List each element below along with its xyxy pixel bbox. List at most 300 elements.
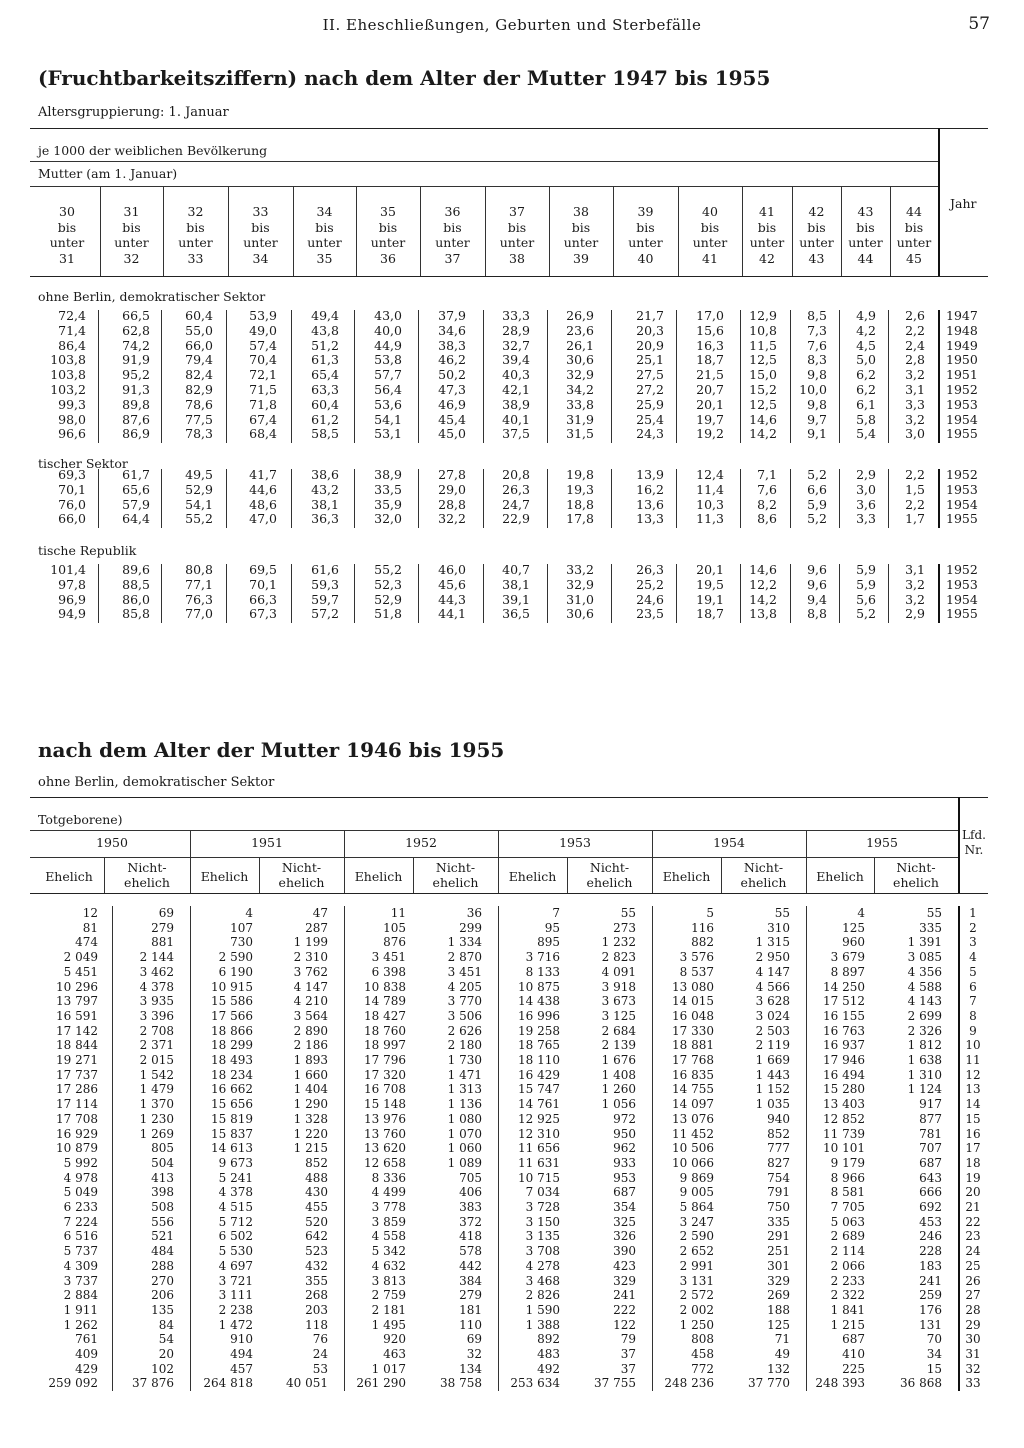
- table1-cell: 3,3: [856, 511, 876, 527]
- table2-cell: 36 868: [900, 1376, 942, 1391]
- table2-cell: 4: [857, 906, 865, 920]
- table1-cell: 66,0: [185, 337, 213, 353]
- table2-cell: 750: [767, 1200, 790, 1214]
- table2-sub-ehelich: Ehelich: [354, 869, 403, 884]
- table1-col-header-7: [485, 204, 549, 266]
- table1-cell: 71,5: [249, 382, 277, 397]
- table1-cell: 46,2: [438, 352, 466, 368]
- table1-col-header-line: bis: [856, 219, 875, 235]
- table2-cell: 406: [459, 1185, 482, 1200]
- table2-cell: 413: [151, 1170, 174, 1185]
- table1-cell: 52,9: [185, 481, 213, 497]
- table2-cell: 17 768: [672, 1053, 714, 1067]
- table1-cell: 78,3: [185, 426, 213, 442]
- table1-col-header-line: 32: [187, 204, 204, 219]
- table2-cell: 463: [383, 1347, 406, 1361]
- table2-cell: 2 139: [601, 1038, 636, 1053]
- table2-cell: 3 728: [525, 1200, 560, 1214]
- table2-cell: 14 789: [364, 994, 406, 1009]
- table1-cell: 19,1: [696, 591, 724, 607]
- table1-cell: 40,3: [502, 367, 530, 383]
- table2-cell: 1 730: [447, 1053, 482, 1067]
- table2-cell: 241: [919, 1273, 942, 1288]
- table1-cell: 65,4: [311, 367, 339, 383]
- table1-col-header-line: unter: [848, 235, 883, 250]
- table2-cell: 730: [230, 935, 253, 950]
- table2-cell: 3 708: [525, 1244, 560, 1259]
- table2-cell: 453: [919, 1214, 942, 1229]
- table2-cell: 38 758: [440, 1376, 482, 1391]
- table2-lfd-cell: 26: [965, 1273, 981, 1288]
- table2-cell: 95: [544, 920, 560, 935]
- table2-cell: 761: [75, 1332, 98, 1347]
- table2-lfd-cell: 30: [965, 1332, 981, 1347]
- table2-cell: 14 097: [672, 1097, 714, 1112]
- table2-cell: 18 844: [56, 1038, 98, 1053]
- table2-cell: 578: [459, 1244, 482, 1259]
- table2-cell: 1 495: [371, 1317, 406, 1332]
- table1-cell: 72,4: [58, 308, 86, 323]
- table2-cell: 3 131: [679, 1273, 714, 1288]
- table1-caption-2: Mutter (am 1. Januar): [38, 166, 178, 181]
- table2-cell: 5 049: [63, 1185, 98, 1200]
- table2-cell: 1 812: [907, 1038, 942, 1053]
- table1-cell: 66,5: [122, 308, 150, 323]
- table2-cell: 372: [459, 1214, 482, 1229]
- table1-cell: 3,3: [905, 396, 925, 412]
- table1-cell: 40,0: [374, 322, 402, 338]
- table2-cell: 15 586: [211, 994, 253, 1009]
- table1-cell: 55,2: [185, 511, 213, 527]
- table1-cell: 2,6: [905, 308, 925, 323]
- table2-cell: 8 897: [830, 964, 865, 979]
- table2-cell: 4 499: [371, 1185, 406, 1200]
- table1-col-header-line: 39: [573, 250, 589, 266]
- table1-cell: 66,3: [249, 591, 277, 607]
- table2-cell: 18 881: [672, 1038, 714, 1053]
- table1-cell: 19,3: [566, 481, 594, 497]
- table2-cell: 19 258: [518, 1023, 560, 1038]
- table1-cell: 2,9: [905, 606, 925, 622]
- table2-cell: 1 388: [525, 1317, 560, 1332]
- table2-cell: 962: [613, 1141, 636, 1156]
- table2-cell: 4 978: [63, 1170, 98, 1185]
- table2-cell: 16 494: [823, 1067, 865, 1082]
- table2-cell: 1 056: [601, 1097, 636, 1112]
- table2-lfd-cell: 14: [965, 1097, 981, 1112]
- table2-cell: 16 937: [823, 1038, 865, 1053]
- table2-cell: 14 015: [672, 994, 714, 1009]
- table2-cell: 1 315: [755, 935, 790, 950]
- table2-cell: 5: [706, 906, 714, 920]
- table2-cell: 53: [312, 1361, 328, 1376]
- table1-year-cell: 1953: [946, 396, 978, 412]
- table1-cell: 32,0: [374, 511, 402, 527]
- table2-cell: 2 119: [755, 1038, 790, 1053]
- table1-cell: 12,4: [696, 467, 724, 482]
- table2-cell: 18 866: [211, 1023, 253, 1038]
- table2-cell: 4 205: [447, 979, 482, 994]
- table2-cell: 2 181: [371, 1302, 406, 1317]
- table2-cell: 520: [305, 1214, 328, 1229]
- table1-col-header-line: 35: [380, 204, 396, 219]
- table2-cell: 523: [305, 1244, 328, 1259]
- table1-col-header-line: unter: [799, 235, 834, 250]
- table1-year-cell: 1954: [946, 411, 978, 427]
- table2-cell: 329: [613, 1273, 636, 1288]
- table2-cell: 643: [919, 1170, 942, 1185]
- table1-cell: 86,4: [58, 337, 86, 353]
- table1-col-header-line: 40: [702, 204, 718, 219]
- table2-cell: 432: [305, 1258, 328, 1273]
- table1-cell: 55,0: [185, 322, 213, 338]
- table2-cell: 18 234: [211, 1067, 253, 1082]
- table2-cell: 12 925: [518, 1111, 560, 1126]
- table2-cell: 772: [691, 1361, 714, 1376]
- table2-cell: 7 705: [830, 1200, 865, 1214]
- table2-cell: 2 144: [139, 950, 174, 965]
- table1-cell: 95,2: [122, 367, 150, 383]
- table1-cell: 21,7: [636, 308, 664, 323]
- table2-cell: 5 530: [218, 1244, 253, 1259]
- table2-cell: 17 330: [672, 1023, 714, 1038]
- table1-cell: 89,8: [122, 396, 150, 412]
- table2-cell: 2 626: [447, 1023, 482, 1038]
- table2-cell: 1 060: [447, 1141, 482, 1156]
- table1-col-header-line: 42: [808, 204, 825, 219]
- table1-cell: 78,6: [185, 396, 213, 412]
- table1-cell: 22,9: [502, 511, 530, 527]
- table1-cell: 77,5: [185, 411, 213, 427]
- table2-cell: 6 233: [63, 1200, 98, 1214]
- table2-cell: 248 393: [815, 1376, 865, 1391]
- table2-cell: 10 296: [56, 979, 98, 994]
- table2-sub-nicht: [874, 860, 958, 890]
- table2-cell: 504: [151, 1155, 174, 1170]
- table1-cell: 88,5: [122, 576, 150, 592]
- table2-cell: 882: [691, 935, 714, 950]
- table1-col-header-line: 43: [808, 250, 825, 266]
- table2-cell: 2 572: [679, 1288, 714, 1303]
- table2-cell: 7 034: [525, 1185, 560, 1200]
- table2-sub-ehelich: Ehelich: [816, 869, 864, 884]
- table2-cell: 1 669: [755, 1053, 790, 1067]
- table1-cell: 19,8: [566, 467, 594, 482]
- table1-col-header-8: [549, 204, 613, 266]
- table2-cell: 17 737: [56, 1067, 98, 1082]
- table2-cell: 132: [767, 1361, 790, 1376]
- table1-cell: 49,4: [311, 308, 339, 323]
- table1-cell: 3,1: [905, 562, 925, 577]
- table1-cell: 26,1: [566, 337, 594, 353]
- table1-col-header-line: 41: [702, 250, 718, 266]
- table1-cell: 96,9: [58, 591, 86, 607]
- table1-cell: 37,5: [502, 426, 530, 442]
- table1-cell: 76,3: [185, 591, 213, 607]
- table1-cell: 51,8: [374, 606, 402, 622]
- table1-cell: 70,1: [249, 576, 277, 592]
- table1-cell: 5,4: [856, 426, 876, 442]
- table2-cell: 687: [842, 1332, 865, 1347]
- table1-cell: 36,5: [502, 606, 530, 622]
- table2-cell: 383: [459, 1200, 482, 1214]
- table1-cell: 85,8: [122, 606, 150, 622]
- table2-cell: 4 378: [218, 1185, 253, 1200]
- table1-cell: 5,2: [807, 467, 827, 482]
- table2-cell: 84: [158, 1317, 174, 1332]
- table2-cell: 940: [767, 1111, 790, 1126]
- table1-cell: 16,3: [696, 337, 724, 353]
- table2-cell: 556: [151, 1214, 174, 1229]
- table2-cell: 11 452: [672, 1126, 714, 1141]
- table1-cell: 15,2: [749, 382, 777, 397]
- table2-cell: 488: [305, 1170, 328, 1185]
- table2-cell: 892: [537, 1332, 560, 1347]
- table1-year-cell: 1955: [946, 606, 978, 622]
- table2-year-header-1953: 1953: [559, 835, 591, 850]
- table1-cell: 3,2: [905, 576, 925, 592]
- table2-cell: 2 759: [371, 1288, 406, 1303]
- table2-lfd-cell: 25: [965, 1258, 981, 1273]
- table1-cell: 3,6: [856, 496, 876, 512]
- table1-cell: 12,5: [749, 352, 777, 368]
- table2-cell: 17 142: [56, 1023, 98, 1038]
- table1-cell: 34,6: [438, 322, 466, 338]
- table1-cell: 28,8: [438, 496, 466, 512]
- table2-cell: 1 152: [755, 1082, 790, 1097]
- table2-sub-nicht-line: Nicht-: [589, 860, 630, 875]
- table1-cell: 24,7: [502, 496, 530, 512]
- table2-cell: 16 048: [672, 1008, 714, 1023]
- table2-cell: 484: [151, 1244, 174, 1259]
- table2-cell: 754: [767, 1170, 790, 1185]
- table2-cell: 246: [919, 1229, 942, 1244]
- table2-cell: 16 155: [823, 1008, 865, 1023]
- table2-cell: 4 566: [755, 979, 790, 994]
- running-header: II. Eheschließungen, Geburten und Sterbefälle: [322, 16, 702, 34]
- table1-cell: 59,7: [311, 591, 339, 607]
- table2-sub-ehelich: Ehelich: [662, 869, 711, 884]
- table1-subtitle: Altersgruppierung: 1. Januar: [38, 105, 229, 120]
- table1-group-label: tische Republik: [38, 543, 137, 558]
- table1-cell: 36,3: [311, 511, 339, 527]
- table1-col-header-line: bis: [807, 219, 826, 235]
- table1-cell: 52,9: [374, 591, 402, 607]
- table2-cell: 299: [459, 920, 482, 935]
- table2-cell: 37 770: [748, 1376, 790, 1391]
- table2-cell: 4 697: [218, 1258, 253, 1273]
- table2-lfd-cell: 19: [965, 1170, 981, 1185]
- table1-cell: 53,1: [374, 426, 402, 442]
- table1-cell: 57,9: [122, 496, 150, 512]
- table2-year-header-1955: 1955: [866, 835, 898, 850]
- table1-cell: 26,3: [636, 562, 664, 577]
- table1-cell: 25,9: [636, 396, 664, 412]
- table2-cell: 264 818: [203, 1376, 253, 1391]
- table2-cell: 3 564: [293, 1008, 328, 1023]
- table2-cell: 3 679: [830, 950, 865, 965]
- table1-year-cell: 1954: [946, 591, 978, 607]
- table2-cell: 36: [466, 906, 482, 920]
- table1-col-header-line: 35: [316, 250, 333, 266]
- table2-cell: 705: [459, 1170, 482, 1185]
- table2-cell: 3 778: [371, 1200, 406, 1214]
- table2-cell: 2 590: [218, 950, 253, 965]
- table2-cell: 781: [919, 1126, 942, 1141]
- table1-col-header-0: [34, 204, 100, 266]
- table2-cell: 2 823: [601, 950, 636, 965]
- table1-col-header-14: [890, 204, 938, 266]
- table2-cell: 1 542: [139, 1067, 174, 1082]
- table2-cell: 16 429: [518, 1067, 560, 1082]
- table1-col-header-line: bis: [700, 219, 720, 235]
- table1-cell: 56,4: [374, 382, 402, 397]
- table2-cell: 3 506: [447, 1008, 482, 1023]
- table1-year-cell: 1952: [946, 562, 978, 577]
- table2-cell: 2 684: [601, 1023, 636, 1038]
- table1-cell: 53,9: [249, 308, 277, 323]
- table2-cell: 2 002: [679, 1302, 714, 1317]
- table1-cell: 32,7: [502, 337, 530, 353]
- table2-cell: 1 290: [293, 1097, 328, 1112]
- table2-cell: 3 935: [139, 994, 174, 1009]
- table2-cell: 15 280: [823, 1082, 865, 1097]
- table1-col-header-12: [792, 204, 841, 266]
- table2-cell: 18 997: [364, 1038, 406, 1053]
- table1-col-header-line: 37: [444, 250, 461, 266]
- table2-cell: 20: [158, 1347, 174, 1361]
- table1-cell: 40,7: [502, 562, 530, 577]
- table2-cell: 3 762: [293, 964, 328, 979]
- table1-cell: 91,3: [122, 382, 150, 397]
- table1-cell: 13,6: [636, 496, 664, 512]
- table2-cell: 181: [459, 1302, 482, 1317]
- table1-cell: 61,7: [122, 467, 150, 482]
- table1-col-header-line: bis: [57, 219, 77, 235]
- table1-cell: 72,1: [249, 367, 277, 383]
- table2-cell: 2 238: [218, 1302, 253, 1317]
- table1-cell: 61,3: [311, 352, 339, 368]
- table1-col-header-line: bis: [904, 219, 924, 235]
- table2-cell: 5 063: [830, 1214, 865, 1229]
- table1-cell: 2,2: [905, 496, 925, 512]
- table1-col-header-11: [742, 204, 792, 266]
- table2-cell: 2 322: [830, 1288, 865, 1303]
- table2-cell: 17 946: [823, 1053, 865, 1067]
- table1-col-header-line: 41: [759, 204, 775, 219]
- table2-cell: 325: [613, 1214, 636, 1229]
- table2-cell: 3 770: [447, 994, 482, 1009]
- table2-cell: 13 976: [364, 1111, 406, 1126]
- table1-cell: 43,8: [311, 322, 339, 338]
- table1-cell: 86,0: [122, 591, 150, 607]
- table2-cell: 116: [691, 920, 714, 935]
- table2-cell: 102: [151, 1361, 174, 1376]
- table1-cell: 13,8: [749, 606, 777, 622]
- table1-cell: 53,8: [374, 352, 402, 368]
- table1-col-header-line: 45: [906, 250, 922, 266]
- table2-cell: 2 689: [830, 1229, 865, 1244]
- table2-cell: 2 503: [755, 1023, 790, 1038]
- table2-cell: 268: [305, 1288, 328, 1303]
- table2-cell: 1 408: [601, 1067, 636, 1082]
- table1-col-header-line: 32: [123, 250, 140, 266]
- table1-cell: 20,1: [696, 562, 724, 577]
- table2-cell: 251: [767, 1244, 790, 1259]
- table1-cell: 3,2: [905, 411, 925, 427]
- table1-cell: 39,4: [502, 352, 530, 368]
- table2-cell: 16 763: [823, 1023, 865, 1038]
- table2-cell: 1 199: [293, 935, 328, 950]
- table2-sub-ehelich: Ehelich: [200, 869, 249, 884]
- table2-top-rule: [30, 797, 988, 798]
- table2-sub-ehelich: Ehelich: [508, 869, 557, 884]
- table2-cell: 3 451: [371, 950, 406, 965]
- table2-cell: 3 135: [525, 1229, 560, 1244]
- table2-cell: 3 859: [371, 1214, 406, 1229]
- table1-col-header-line: bis: [507, 219, 527, 235]
- table1-cell: 57,7: [374, 367, 402, 383]
- table1-cell: 41,7: [249, 467, 277, 482]
- table2-cell: 71: [774, 1332, 790, 1347]
- table2-cell: 895: [537, 935, 560, 950]
- table1-col-header-line: unter: [49, 235, 85, 250]
- table2-lfd-cell: 31: [965, 1347, 981, 1361]
- table2-sub-nicht-line: Nicht-: [127, 860, 167, 875]
- table1-cell: 58,5: [311, 426, 339, 442]
- table2-sub-nicht-line: ehelich: [124, 875, 170, 890]
- table2-title: nach dem Alter der Mutter 1946 bis 1955: [38, 738, 505, 762]
- table2-cell: 492: [537, 1361, 560, 1376]
- table1-cell: 42,1: [502, 382, 530, 397]
- table1-cell: 103,8: [50, 367, 86, 383]
- table1-cell: 9,6: [807, 576, 827, 592]
- table2-cell: 69: [466, 1332, 482, 1347]
- table1-cell: 2,4: [905, 337, 925, 353]
- table2-cell: 1 334: [447, 935, 482, 950]
- table1-cell: 65,6: [122, 481, 150, 497]
- table1-cell: 30,6: [566, 606, 594, 622]
- table2-cell: 1 471: [447, 1067, 482, 1082]
- table2-cell: 11: [390, 906, 406, 920]
- table1-cell: 60,4: [185, 308, 213, 323]
- table1-col-header-line: unter: [178, 235, 213, 250]
- table2-cell: 521: [151, 1229, 174, 1244]
- table2-cell: 791: [767, 1185, 790, 1200]
- table1-cell: 33,5: [374, 481, 402, 497]
- table2-cell: 1 676: [601, 1053, 636, 1067]
- table2-lfd-cell: 2: [969, 920, 977, 935]
- table2-cell: 118: [305, 1317, 328, 1332]
- table2-cell: 188: [767, 1302, 790, 1317]
- table1-cell: 43,2: [311, 481, 339, 497]
- table1-col-header-line: 36: [444, 204, 461, 219]
- table2-cell: 335: [919, 920, 942, 935]
- table2-cell: 3 150: [525, 1214, 560, 1229]
- table1-cell: 38,9: [502, 396, 530, 412]
- table2-lfd-cell: 21: [965, 1200, 981, 1214]
- table2-cell: 827: [767, 1155, 790, 1170]
- table2-cell: 16 835: [672, 1067, 714, 1082]
- table1-cell: 101,4: [50, 562, 86, 577]
- table1-cell: 44,3: [438, 591, 466, 607]
- table2-lfd-header: Lfd. Nr.: [962, 828, 986, 857]
- table2-cell: 910: [230, 1332, 253, 1347]
- table2-sub-nicht-line: Nicht-: [896, 860, 936, 875]
- table1-cell: 27,5: [636, 367, 664, 383]
- table2-cell: 310: [767, 920, 790, 935]
- table1-cell: 9,6: [807, 562, 827, 577]
